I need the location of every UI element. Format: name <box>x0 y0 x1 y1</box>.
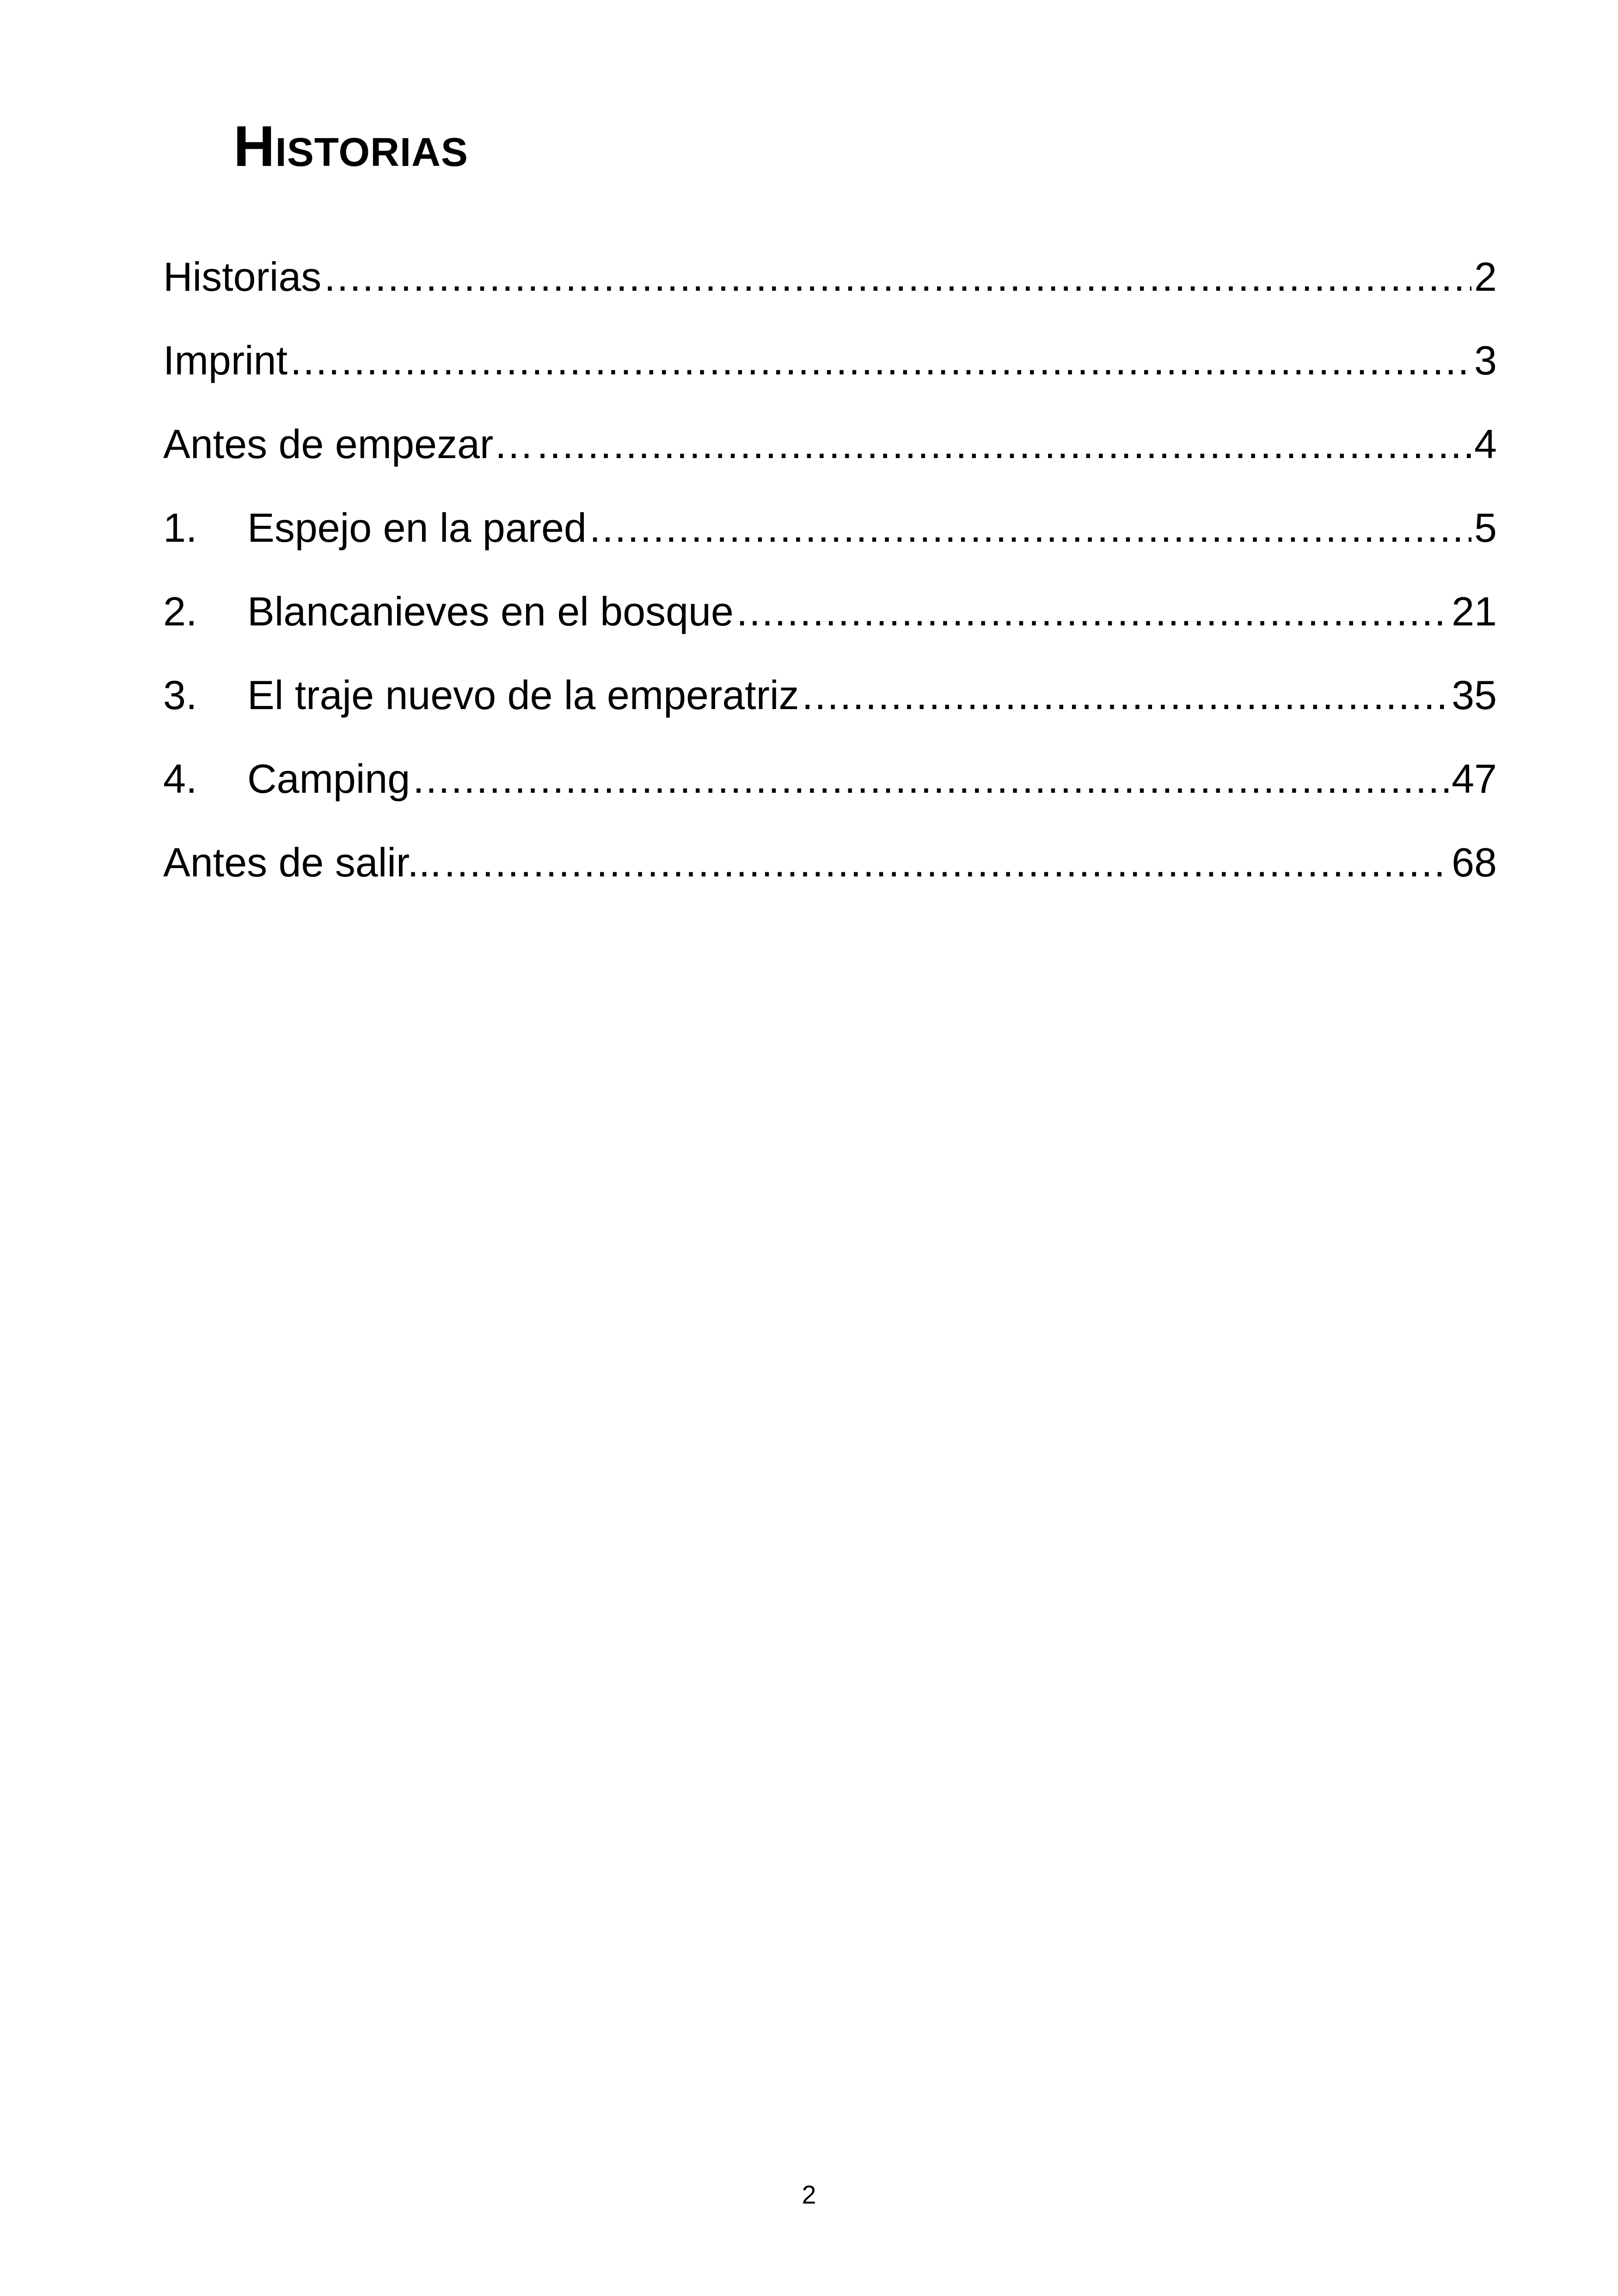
toc-entry-page: 47 <box>1452 756 1497 802</box>
toc-dot-leader <box>324 257 1471 297</box>
toc-heading: Historias <box>233 115 468 178</box>
toc-entry-number: 3. <box>163 672 197 718</box>
toc-entry-page: 2 <box>1474 254 1497 300</box>
page-number: 2 <box>802 2180 816 2209</box>
toc-entry-number: 1. <box>163 505 197 551</box>
toc-dot-leader <box>537 424 1471 465</box>
toc-entry-page: 21 <box>1452 588 1497 634</box>
toc-entry-imprint[interactable] <box>163 337 1497 424</box>
table-of-contents <box>163 254 1497 926</box>
toc-entry-title: Imprint <box>163 337 288 383</box>
toc-entry-historias[interactable] <box>163 254 1497 340</box>
toc-dot-leader <box>290 340 1471 381</box>
toc-entry-title: El traje nuevo de la emperatriz <box>247 672 799 718</box>
toc-entry-title: Historias <box>163 254 322 300</box>
toc-dot-leader <box>444 842 1449 883</box>
toc-entry-page: 5 <box>1474 505 1497 551</box>
toc-entry-el-traje-nuevo-de-la-emperatriz[interactable] <box>163 672 1497 759</box>
toc-dot-leader <box>589 508 1471 548</box>
toc-entry-number: 2. <box>163 588 197 634</box>
toc-entry-antes-de-empezar[interactable] <box>163 421 1497 508</box>
toc-dot-leader <box>802 675 1449 716</box>
toc-dot-leader <box>413 759 1449 799</box>
toc-entry-number: 4. <box>163 756 197 802</box>
toc-entry-espejo-en-la-pared[interactable] <box>163 505 1497 591</box>
toc-entry-blancanieves-en-el-bosque[interactable] <box>163 588 1497 675</box>
toc-entry-page: 4 <box>1474 421 1497 467</box>
toc-entry-title: Blancanieves en el bosque <box>247 588 734 634</box>
toc-dot-leader <box>736 591 1449 632</box>
toc-entry-antes-de-salir[interactable] <box>163 839 1497 926</box>
toc-entry-page: 68 <box>1452 839 1497 885</box>
toc-entry-camping[interactable] <box>163 756 1497 842</box>
toc-entry-title: Camping <box>247 756 411 802</box>
toc-entry-title: Antes de empezar… <box>163 421 534 467</box>
toc-entry-title: Espejo en la pared <box>247 505 587 551</box>
toc-entry-title: Antes de salir... <box>163 839 441 885</box>
toc-entry-page: 35 <box>1452 672 1497 718</box>
toc-entry-page: 3 <box>1474 337 1497 383</box>
